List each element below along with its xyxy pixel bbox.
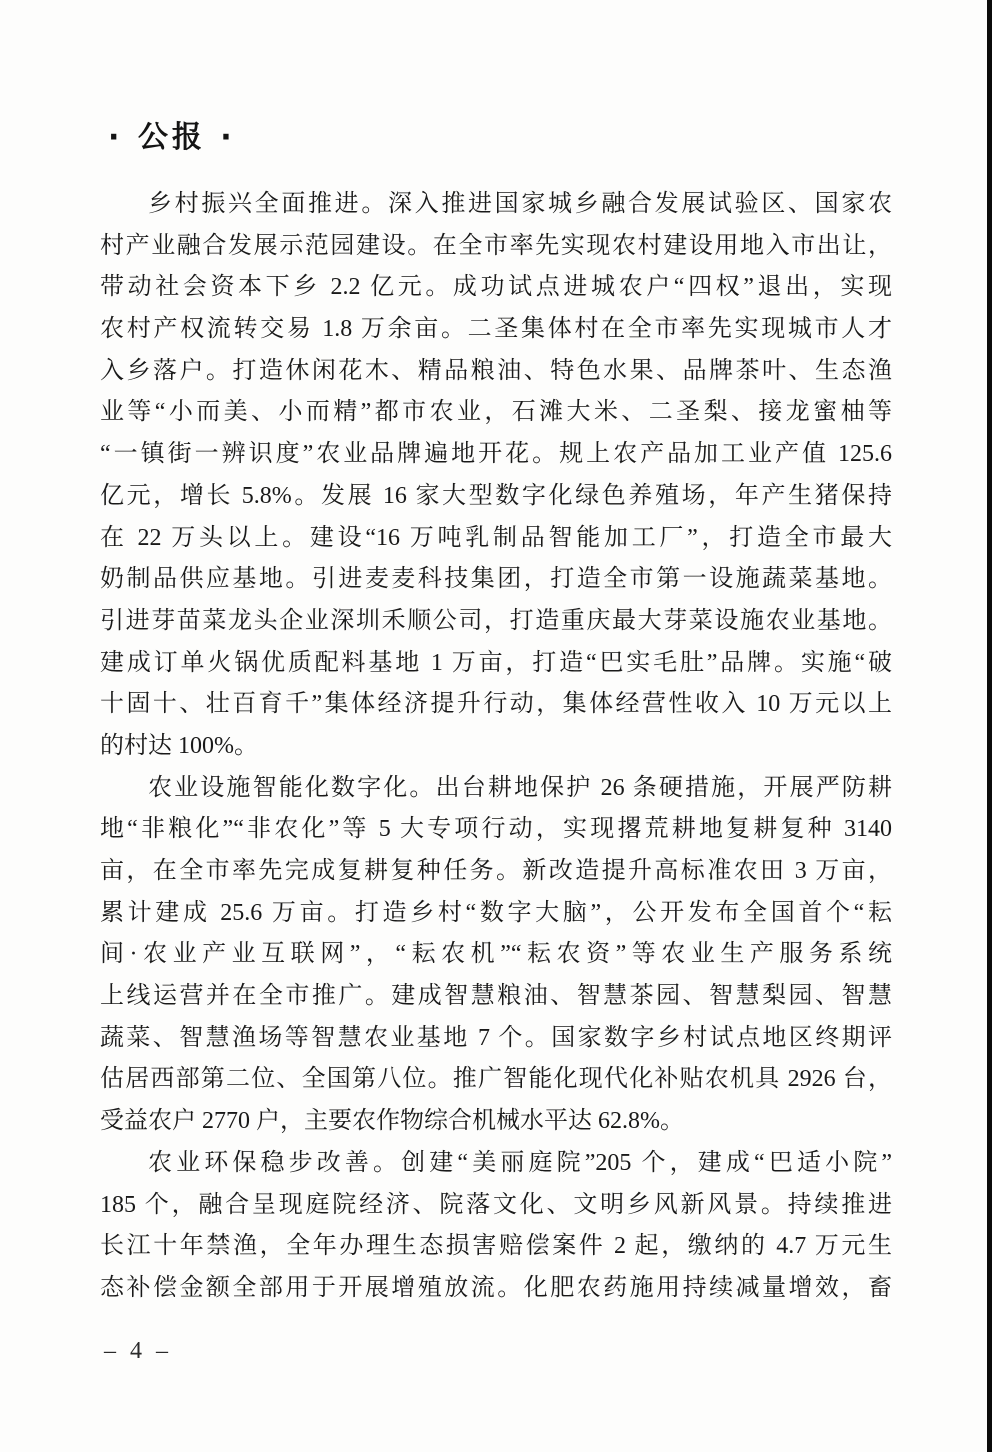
text-line: 在 22 万头以上。建设“16 万吨乳制品智能加工厂”，打造全市最大 [100, 524, 892, 551]
text-line: 亩，在全市率先完成复耕复种任务。新改造提升高标准农田 3 万亩， [100, 858, 892, 884]
text-line: “一镇街一辨识度”农业品牌遍地开花。规上农产品加工业产值 125.6 [100, 441, 892, 468]
text-line: 态补偿金额全部用于开展增殖放流。化肥农药施用持续减量增效，畜 [100, 1274, 892, 1301]
text-line: 185 个，融合呈现庭院经济、院落文化、文明乡风新风景。持续推进 [100, 1191, 892, 1218]
text-line: 十固十、壮百育千”集体经济提升行动，集体经营性收入 10 万元以上 [100, 691, 892, 718]
text-line: 带动社会资本下乡 2.2 亿元。成功试点进城农户“四权”退出，实现 [100, 274, 892, 301]
text-line: 农村产权流转交易 1.8 万余亩。二圣集体村在全市率先实现城市人才 [100, 316, 892, 343]
text-line: 建成订单火锅优质配料基地 1 万亩，打造“巴实毛肚”品牌。实施“破 [100, 649, 892, 676]
text-line: 亿元，增长 5.8%。发展 16 家大型数字化绿色养殖场，年产生猪保持 [100, 482, 892, 509]
text-line: 农业设施智能化数字化。出台耕地保护 26 条硬措施，开展严防耕 [148, 774, 892, 801]
text-line: 估居西部第二位、全国第八位。推广智能化现代化补贴农机具 2926 台， [100, 1066, 892, 1093]
text-line: 业等“小而美、小而精”都市农业，石滩大米、二圣梨、接龙蜜柚等 [100, 399, 892, 426]
text-line: 村产业融合发展示范园建设。在全市率先实现农村建设用地入市出让， [100, 232, 892, 259]
text-line: 乡村振兴全面推进。深入推进国家城乡融合发展试验区、国家农 [148, 191, 892, 217]
paragraph [100, 768, 892, 1143]
text-line: 受益农户 2770 户，主要农作物综合机械水平达 62.8%。 [100, 1108, 684, 1135]
text-line: 累计建成 25.6 万亩。打造乡村“数字大脑”，公开发布全国首个“耘 [100, 899, 892, 926]
text-line: 引进芽苗菜龙头企业深圳禾顺公司，打造重庆最大芽菜设施农业基地。 [100, 607, 892, 634]
text-line: 农业环保稳步改善。创建“美丽庭院”205 个，建成“巴适小院” [148, 1149, 892, 1176]
text-line: 长江十年禁渔，全年办理生态损害赔偿案件 2 起，缴纳的 4.7 万元生 [100, 1233, 892, 1260]
text-line: 入乡落户。打造休闲花木、精品粮油、特色水果、品牌茶叶、生态渔 [100, 357, 892, 384]
text-line: 的村达 100%。 [100, 732, 258, 759]
text-line: 地“非粮化”“非农化”等 5 大专项行动，实现撂荒耕地复耕复种 3140 [100, 816, 892, 843]
text-line: 奶制品供应基地。引进麦麦科技集团，打造全市第一设施蔬菜基地。 [100, 566, 892, 593]
text-line: 蔬菜、智慧渔场等智慧农业基地 7 个。国家数字乡村试点地区终期评 [100, 1024, 892, 1051]
text-line: 上线运营并在全市推广。建成智慧粮油、智慧茶园、智慧梨园、智慧 [100, 983, 892, 1010]
paragraph [100, 1143, 892, 1310]
scan-edge-strip [987, 0, 992, 1452]
document-body [100, 184, 892, 1310]
text-line: 间·农业产业互联网”，“耘农机”“耘农资”等农业生产服务系统 [100, 941, 892, 968]
section-header: · 公报 · [108, 120, 236, 155]
page-number: – 4 – [104, 1338, 172, 1364]
paragraph [100, 184, 892, 768]
